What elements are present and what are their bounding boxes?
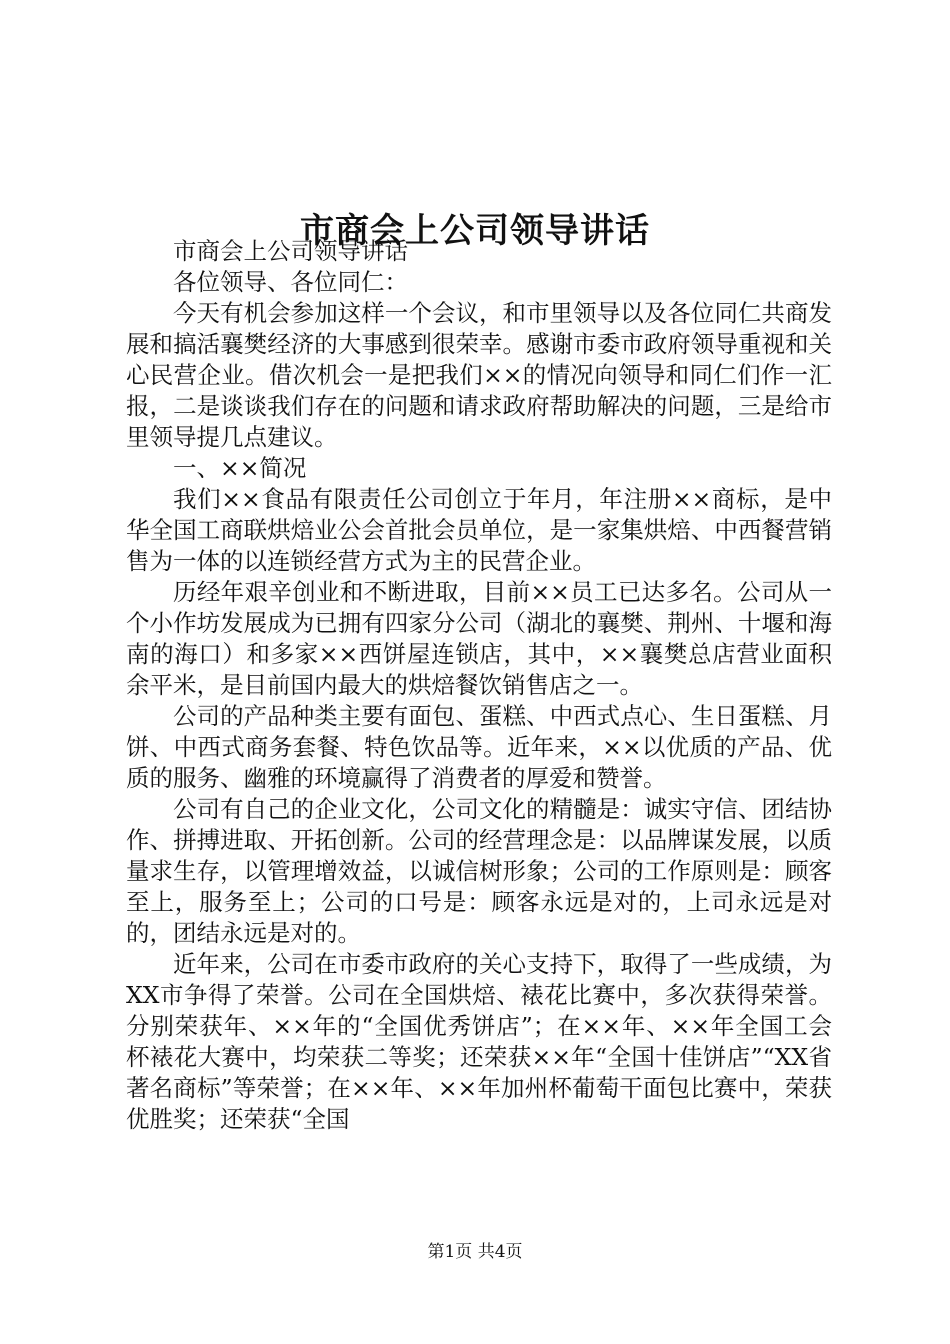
paragraph-products: 公司的产品种类主要有面包、蛋糕、中西式点心、生日蛋糕、月饼、中西式商务套餐、特色饮品等。近年来，××以优质的产品、优质的服务、幽雅的环境赢得了消费者的厚爱和赞誉。	[126, 702, 832, 792]
paragraph-achievements: 近年来，公司在市委市政府的关心支持下，取得了一些成绩，为XX市争得了荣誉。公司在全国烘焙、裱花比赛中，多次获得荣誉。分别荣获年、××年的“全国优秀饼店”；在××年、××年全国工会杯裱花大赛中，均荣获二等奖；还荣获××年“全国十佳饼店”“XX省著名商标”等荣誉；在××年、××年加州杯葡萄干面包比赛中，荣获优胜奖；还荣获“全国	[126, 950, 832, 1133]
document-body	[126, 236, 832, 1135]
paragraph-culture: 公司有自己的企业文化，公司文化的精髓是：诚实守信、团结协作、拼搏进取、开拓创新。公司的经营理念是：以品牌谋发展，以质量求生存，以管理增效益，以诚信树形象；公司的工作原则是：顾客至上，服务至上；公司的口号是：顾客永远是对的，上司永远是对的，团结永远是对的。	[126, 795, 832, 947]
paragraph-introduction: 今天有机会参加这样一个会议，和市里领导以及各位同仁共商发展和搞活襄樊经济的大事感到很荣幸。感谢市委市政府领导重视和关心民营企业。借次机会一是把我们××的情况向领导和同仁们作一汇报，二是谈谈我们存在的问题和请求政府帮助解决的问题，三是给市里领导提几点建议。	[126, 299, 832, 451]
page-footer: 第1页 共4页	[427, 1242, 523, 1262]
paragraph-subtitle: 市商会上公司领导讲话	[173, 237, 408, 265]
paragraph-company-founding: 我们××食品有限责任公司创立于年月，年注册××商标，是中华全国工商联烘焙业公会首批会员单位，是一家集烘焙、中西餐营销售为一体的以连锁经营方式为主的民营企业。	[126, 485, 832, 575]
section-heading-overview: 一、××简况	[173, 454, 307, 482]
paragraph-salutation: 各位领导、各位同仁：	[173, 268, 408, 296]
paragraph-company-growth: 历经年艰辛创业和不断进取，目前××员工已达多名。公司从一个小作坊发展成为已拥有四家分公司（湖北的襄樊、荆州、十堰和海南的海口）和多家××西饼屋连锁店，其中，××襄樊总店营业面积余平米，是目前国内最大的烘焙餐饮销售店之一。	[126, 578, 832, 699]
document-title: 市商会上公司领导讲话	[300, 210, 650, 251]
